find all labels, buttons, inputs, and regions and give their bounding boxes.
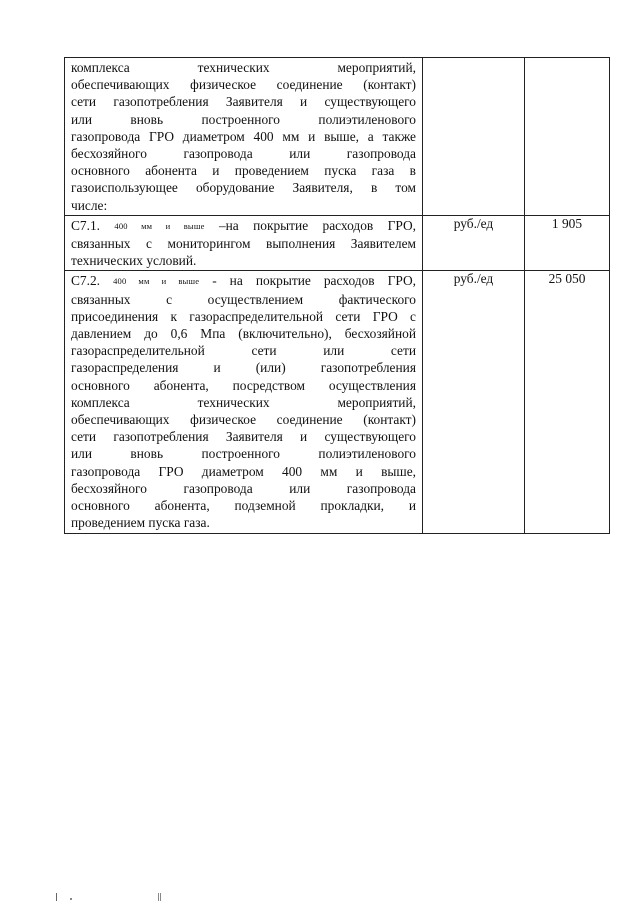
text-line: или вновь построенного полиэтиленового	[71, 446, 416, 462]
text-line: газоиспользующее оборудование Заявителя, в том	[71, 180, 416, 196]
text-line: газораспределения и (или) газопотребления	[71, 360, 416, 376]
text-line: бесхозяйного газопровода или газопровода	[71, 146, 416, 162]
text-line	[71, 272, 416, 290]
unit-cell: руб./ед	[423, 271, 525, 534]
text-line: технических условий.	[71, 253, 197, 269]
text-line: числе:	[71, 197, 108, 213]
text-line: давлением до 0,6 Мпа (включительно), бесхозяйной	[71, 326, 416, 342]
text-line: основного абонента и проведением пуска газа в	[71, 163, 416, 179]
text-line: обеспечивающих физическое соединение (контакт)	[71, 77, 416, 93]
item-code: С7.2.	[71, 273, 101, 289]
table-row	[65, 271, 610, 534]
text-line: обеспечивающих физическое соединение (контакт)	[71, 412, 416, 428]
text-line: связанных с мониторингом выполнения Заявителем	[71, 236, 416, 252]
text-line	[71, 217, 416, 235]
diameter-note: 400 мм и выше	[113, 276, 200, 287]
text-line: газопровода ГРО диаметром 400 мм и выше, а также	[71, 128, 416, 144]
text-line: сети газопотребления Заявителя и существующего	[71, 94, 416, 110]
value-cell	[525, 58, 610, 216]
text-line: газопровода ГРО диаметром 400 мм и выше,	[71, 463, 416, 479]
description-cell	[65, 271, 423, 534]
unit-cell	[423, 58, 525, 216]
scan-mark	[160, 893, 161, 901]
text-line: связанных с осуществлением фактического	[71, 291, 416, 307]
table-row	[65, 215, 610, 271]
text-line: сети газопотребления Заявителя и существующего	[71, 429, 416, 445]
table-row	[65, 58, 610, 216]
scan-mark	[56, 893, 57, 901]
diameter-note: 400 мм и выше	[114, 220, 205, 231]
text-line: комплекса технических мероприятий,	[71, 60, 416, 75]
text-line: основного абонента, подземной прокладки, и	[71, 498, 416, 514]
text-line: или вновь построенного полиэтиленового	[71, 111, 416, 127]
text-line: бесхозяйного газопровода или газопровода	[71, 480, 416, 496]
text-fragment: - на покрытие расходов ГРО,	[212, 273, 416, 289]
value-cell: 25 050	[525, 271, 610, 534]
text-fragment: –на покрытие расходов ГРО,	[218, 217, 416, 233]
tariff-table	[64, 57, 610, 534]
description-cell	[65, 58, 423, 216]
text-line: проведением пуска газа.	[71, 515, 210, 531]
text-line: основного абонента, посредством осуществления	[71, 377, 416, 393]
text-line: присоединения к газораспределительной сети ГРО с	[71, 308, 416, 324]
scan-mark	[158, 893, 159, 901]
text-line: газораспределительной сети или сети	[71, 343, 416, 359]
scan-mark	[70, 898, 72, 900]
text-line: комплекса технических мероприятий,	[71, 394, 416, 410]
item-code: С7.1.	[71, 217, 101, 233]
description-cell	[65, 215, 423, 271]
unit-cell: руб./ед	[423, 215, 525, 271]
value-cell: 1 905	[525, 215, 610, 271]
